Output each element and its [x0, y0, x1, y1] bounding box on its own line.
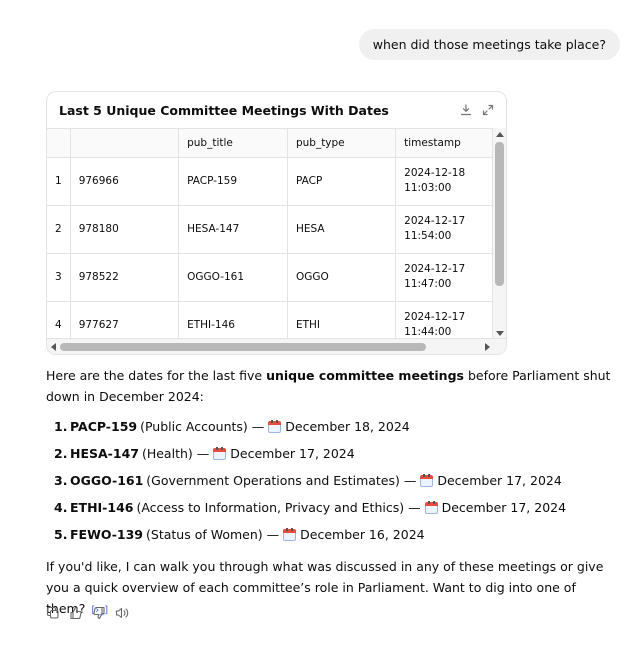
thumbs-up-icon[interactable]: [69, 606, 83, 620]
calendar-icon: [283, 528, 296, 541]
timestamp-date: 2024-12-18: [404, 167, 466, 179]
meeting-date: December 16, 2024: [300, 527, 425, 542]
message-actions: [46, 606, 129, 620]
table-card-title: Last 5 Unique Committee Meetings With Dates: [59, 102, 389, 118]
scroll-left-arrow-icon[interactable]: [51, 343, 56, 351]
expand-icon[interactable]: [482, 104, 494, 116]
meeting-date: December 17, 2024: [230, 446, 355, 461]
list-number: 2.: [54, 446, 68, 461]
cell-index: 4: [47, 301, 70, 340]
column-header-index[interactable]: [47, 129, 70, 157]
column-header-pub-title[interactable]: pub_title: [179, 129, 288, 157]
timestamp-time: 11:54:00: [404, 230, 452, 242]
meeting-code: OGGO-161: [70, 473, 144, 488]
data-table: [47, 129, 494, 340]
timestamp-date: 2024-12-17: [404, 263, 466, 275]
timestamp-time: 11:03:00: [404, 182, 452, 194]
calendar-icon: [268, 420, 281, 433]
meeting-desc: (Health) —: [141, 446, 210, 461]
list-item: [46, 467, 616, 494]
list-item: [46, 521, 616, 548]
cell-timestamp: [396, 205, 494, 253]
read-aloud-icon[interactable]: [115, 606, 129, 620]
scroll-up-arrow-icon[interactable]: [496, 132, 504, 137]
cell-pub-title: PACP-159: [179, 157, 288, 205]
horizontal-scrollbar[interactable]: [47, 338, 507, 354]
cell-pub-title: HESA-147: [179, 205, 288, 253]
timestamp-time: 11:47:00: [404, 278, 452, 290]
cell-id: 977627: [70, 301, 178, 340]
list-item: [46, 494, 616, 521]
cell-timestamp: [396, 301, 494, 340]
data-table-viewport[interactable]: [47, 128, 494, 340]
table-header-row: [47, 129, 494, 157]
copy-icon[interactable]: [46, 606, 60, 620]
meeting-desc: (Status of Women) —: [146, 527, 280, 542]
scroll-right-arrow-icon[interactable]: [485, 343, 490, 351]
vertical-scroll-thumb[interactable]: [495, 142, 504, 286]
vertical-scrollbar[interactable]: [492, 128, 506, 340]
cell-index: 1: [47, 157, 70, 205]
assistant-answer: [46, 365, 616, 627]
meeting-list: [46, 413, 616, 548]
list-number: 4.: [54, 500, 68, 515]
cell-id: 976966: [70, 157, 178, 205]
calendar-icon: [425, 501, 438, 514]
scroll-down-arrow-icon[interactable]: [496, 331, 504, 336]
list-number: 5.: [54, 527, 68, 542]
meeting-desc: (Public Accounts) —: [140, 419, 265, 434]
cell-pub-type: ETHI: [287, 301, 395, 340]
table-row: [47, 205, 494, 253]
calendar-icon: [213, 447, 226, 460]
horizontal-scroll-thumb[interactable]: [60, 343, 426, 351]
meeting-desc: (Access to Information, Privacy and Ethics) —: [136, 500, 421, 515]
cell-timestamp: [396, 253, 494, 301]
meeting-code: HESA-147: [70, 446, 139, 461]
table-card-header: [47, 92, 506, 128]
cell-pub-type: HESA: [287, 205, 395, 253]
timestamp-date: 2024-12-17: [404, 311, 466, 323]
meeting-date: December 18, 2024: [285, 419, 410, 434]
table-row: [47, 157, 494, 205]
user-message-bubble: when did those meetings take place?: [359, 29, 620, 60]
cell-pub-type: OGGO: [287, 253, 395, 301]
cell-pub-title: OGGO-161: [179, 253, 288, 301]
cell-pub-title: ETHI-146: [179, 301, 288, 340]
cell-index: 2: [47, 205, 70, 253]
intro-bold-text: unique committee meetings: [266, 368, 464, 383]
source-link[interactable]: [›_]: [91, 605, 109, 616]
list-number: 3.: [54, 473, 68, 488]
cell-index: 3: [47, 253, 70, 301]
meeting-code: FEWO-139: [70, 527, 144, 542]
table-row: [47, 253, 494, 301]
download-icon[interactable]: [460, 104, 472, 116]
closing-text: If you'd like, I can walk you through what was discussed in any of these meetings or give you a quick overview of each committee’s role in Parliament. Want to dig into one of them?: [46, 559, 604, 616]
list-item: [46, 413, 616, 440]
list-item: [46, 440, 616, 467]
answer-intro: [46, 365, 616, 407]
intro-text: Here are the dates for the last five: [46, 368, 267, 383]
meeting-code: ETHI-146: [70, 500, 134, 515]
column-header-timestamp[interactable]: timestamp: [396, 129, 494, 157]
intro-text-end: before Parliament shut down in December 2024:: [46, 368, 611, 404]
answer-closing: [46, 556, 616, 621]
cell-id: 978522: [70, 253, 178, 301]
timestamp-date: 2024-12-17: [404, 215, 466, 227]
table-card: [46, 91, 507, 355]
cell-timestamp: [396, 157, 494, 205]
meeting-date: December 17, 2024: [437, 473, 562, 488]
cell-pub-type: PACP: [287, 157, 395, 205]
thumbs-down-icon[interactable]: [92, 606, 106, 620]
cell-id: 978180: [70, 205, 178, 253]
meeting-code: PACP-159: [70, 419, 138, 434]
calendar-icon: [420, 474, 433, 487]
table-row: [47, 301, 494, 340]
meeting-date: December 17, 2024: [441, 500, 567, 515]
meeting-desc: (Government Operations and Estimates) —: [146, 473, 417, 488]
timestamp-time: 11:44:00: [404, 326, 452, 338]
column-header-id[interactable]: [70, 129, 178, 157]
list-number: 1.: [54, 419, 68, 434]
column-header-pub-type[interactable]: pub_type: [287, 129, 395, 157]
